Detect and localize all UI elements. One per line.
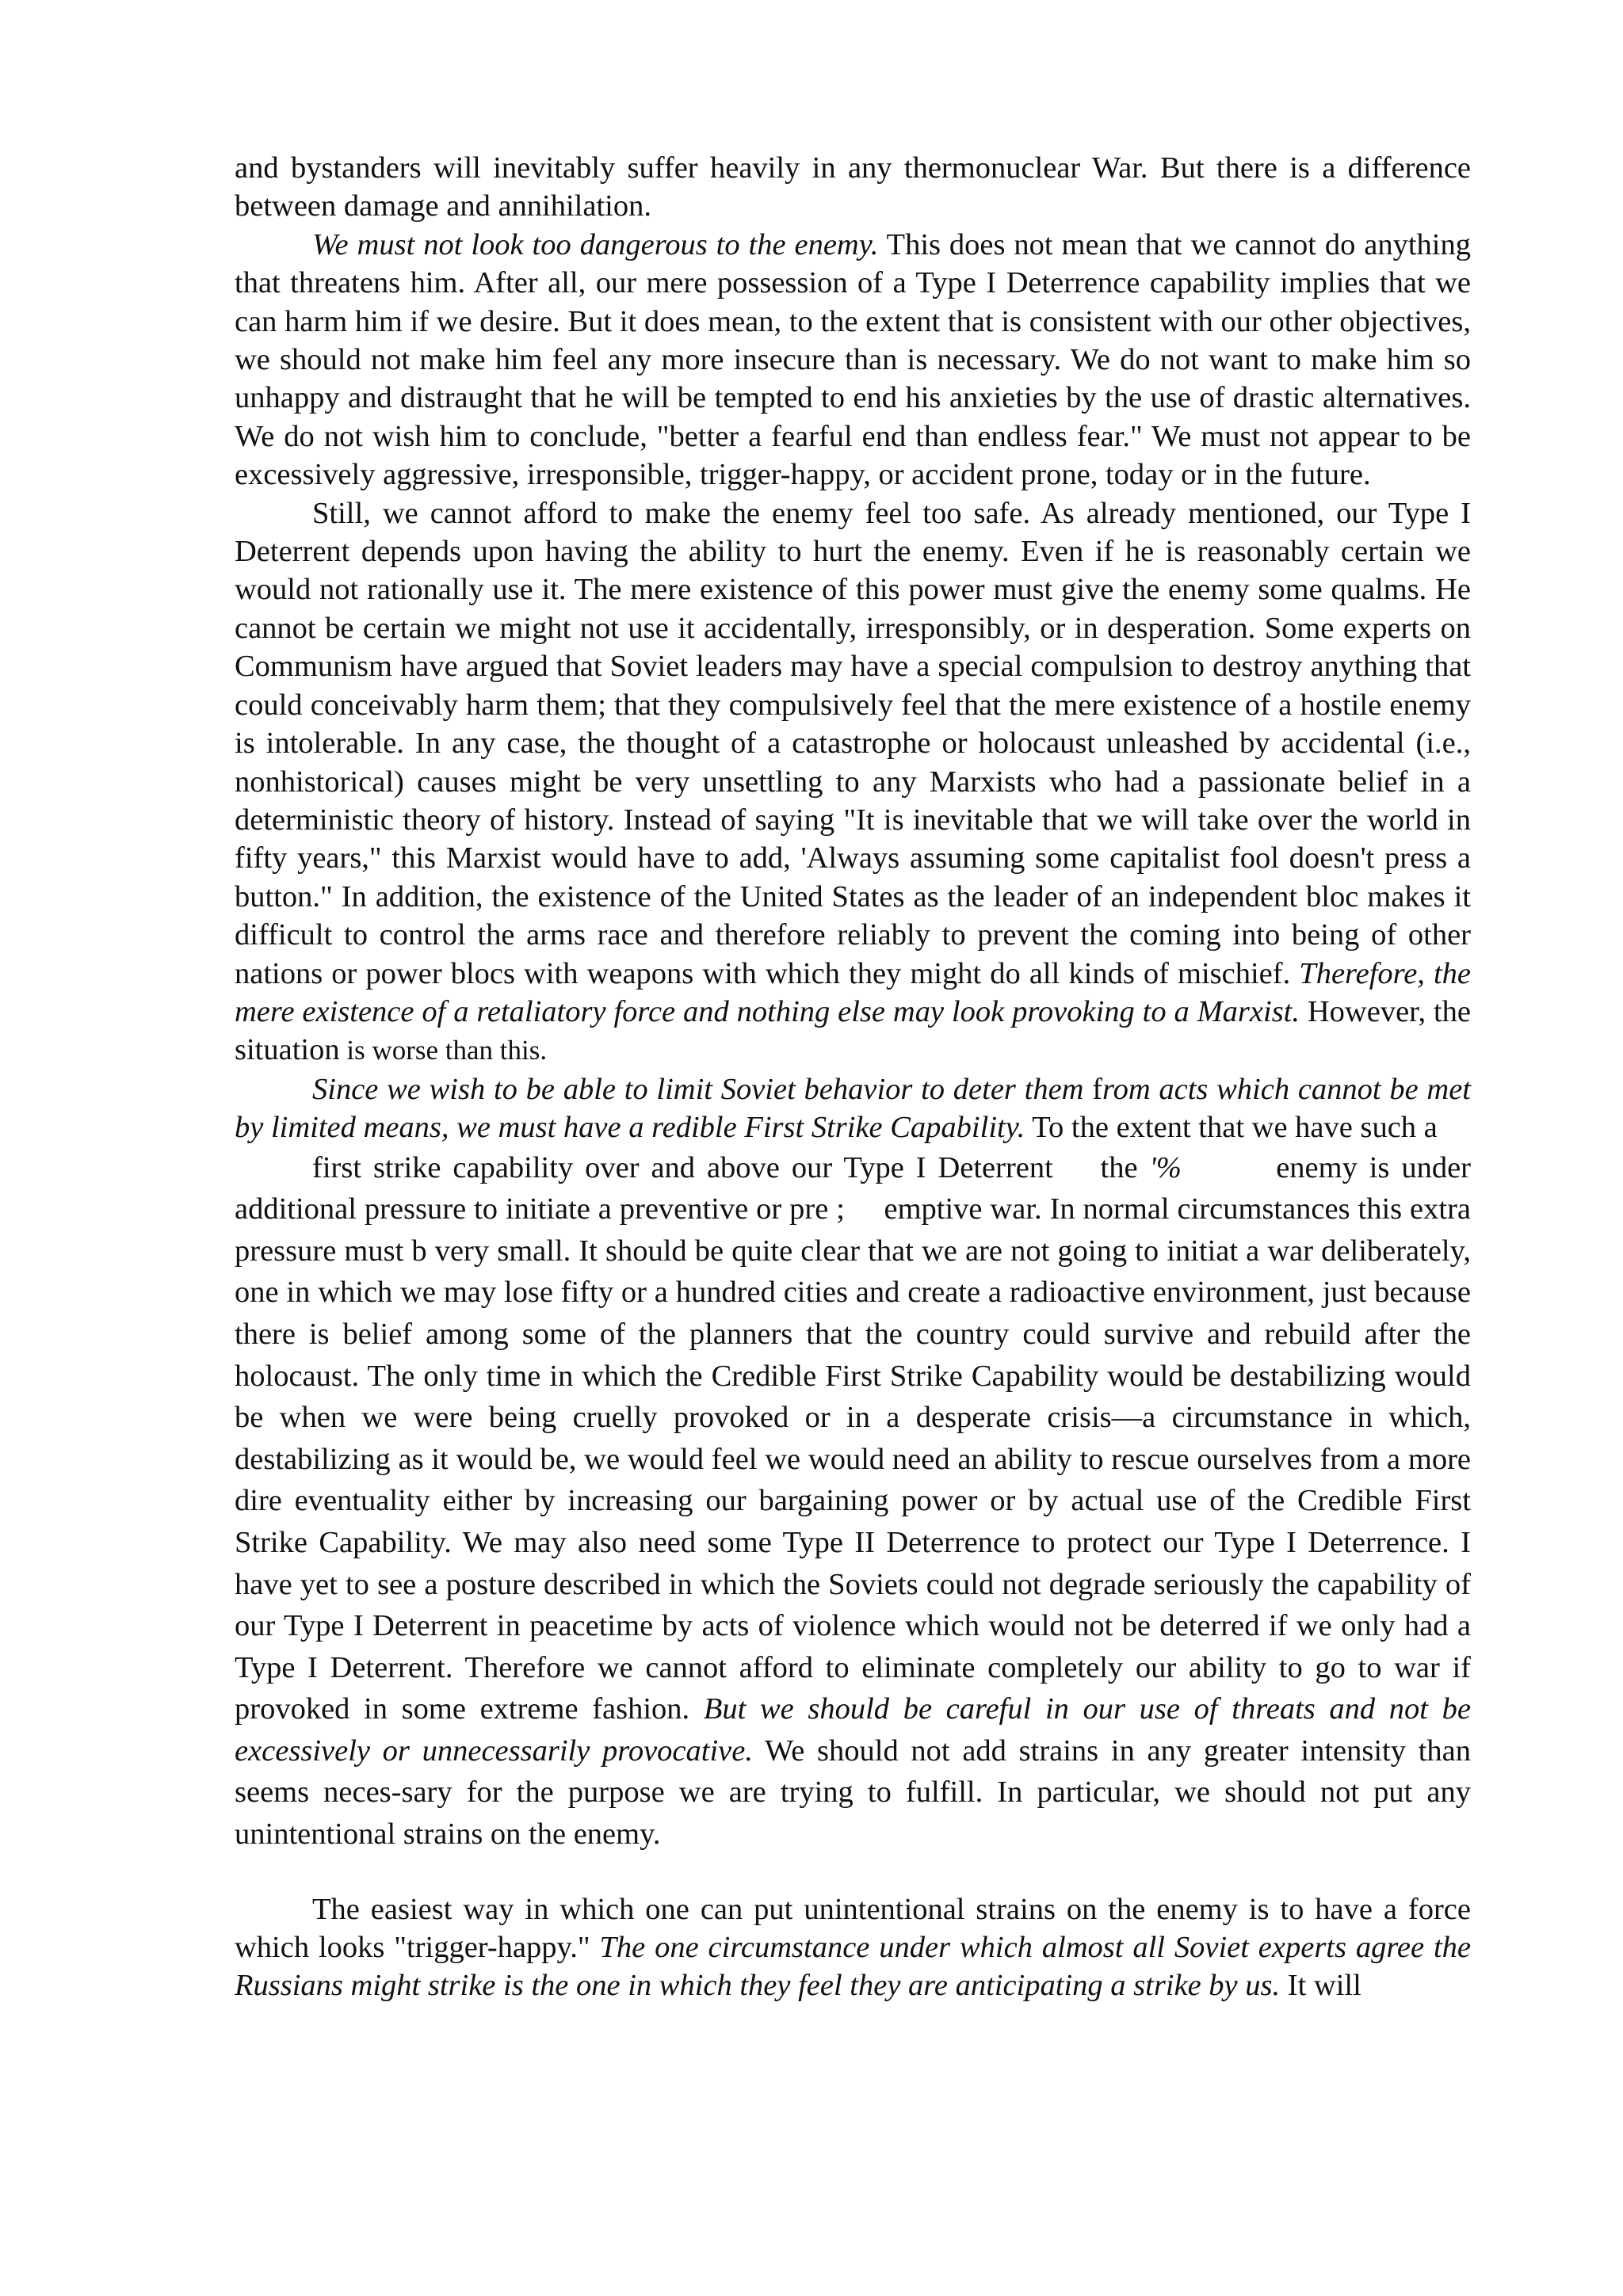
paragraph-2-text: This does not mean that we cannot do anything that threatens him. After all, our mere possession of a Type I Deterrence capability implies that we can harm him if we desire. But it does mean, to the extent that is consistent with our other objectives, we should not make him feel any more insecure than is necessary. We do not want to make him so unhappy and distraught that he will be tempted to end his anxieties by the use of drastic alternatives. We do not wish him to conclude, "better a fearful end than endless fear." We must not appear to be excessively aggressive, irresponsible, trigger-happy, or accident prone, today or in the future. <box>235 227 1471 492</box>
paragraph-3-italic: Therefore, the mere existence of a retaliatory force and nothing else may look provoking to a Marxist. <box>235 956 1472 1028</box>
paragraph-4-italic-a: Since we wish to be able to limit Soviet behavior to deter them <box>312 1072 1093 1106</box>
paragraph-2 <box>235 226 1471 494</box>
paragraph-4-plain-f: f <box>1092 1072 1103 1106</box>
paragraph-5-text-a: first strike capability over and above our Type I Deterrent the <box>312 1150 1150 1184</box>
paragraph-6-italic: The one circumstance under which almost all Soviet experts agree the Russians might strike is the one in which they feel they are anticipating a strike by us. <box>235 1931 1471 2003</box>
final-section <box>235 1890 1471 2005</box>
paragraph-gap <box>235 1855 1471 1890</box>
paragraph-4-text: To the extent that we have such a <box>1025 1111 1438 1145</box>
paragraph-4 <box>235 1070 1471 1147</box>
paragraph-3-tail-a: However, the situation <box>235 994 1471 1067</box>
paragraph-3 <box>235 494 1471 1070</box>
paragraph-1-text: and bystanders will inevitably suffer heavily in any thermonuclear War. But there is a difference between damage and annihilation. <box>235 151 1471 223</box>
paragraph-5-text-c: We should not add strains in any greater intensity than seems neces-sary for the purpose we are trying to fulfill. In particular, we should not put any unintentional strains on the enemy. <box>235 1733 1471 1852</box>
paragraph-2-italic: We must not look too dangerous to the enemy. <box>312 227 879 261</box>
lower-section <box>235 1147 1471 1855</box>
paragraph-5-italic: '% <box>1149 1150 1182 1184</box>
paragraph-5-text-b: enemy is under additional pressure to initiate a preventive or pre ; emptive war. In normal circumstances this extra pressure must b very small. It should be quite clear that we are not going to initiat a war deliberately, one in which we may lose fifty or a hundred cities and create a radioactive environment, just because there is belief among some of the planners that the country could survive and rebuild after the holocaust. The only time in which the Credible First Strike Capability would be destabilizing would be when we were being cruelly provoked or in a desperate crisis—a circumstance in which, destabilizing as it would be, we would feel we would need an ability to rescue ourselves from a more dire eventuality either by increasing our bargaining power or by actual use of the Credible First Strike Capability. We may also need some Type II Deterrence to protect our Type I Deterrence. I have yet to see a posture described in which the Soviets could not degrade seriously the capability of our Type I Deterrent in peacetime by acts of violence which would not be deterred if we only had a Type I Deterrent. Therefore we cannot afford to eliminate completely our ability to go to war if provoked in some extreme fashion. <box>235 1150 1472 1726</box>
paragraph-6 <box>235 1890 1471 2005</box>
paragraph-3-tail-b: is worse than this. <box>339 1035 548 1066</box>
document-page <box>235 149 1471 2005</box>
paragraph-5-italic-end: But we should be careful in our use of threats and not be excessively or unnecessarily provocative. <box>235 1692 1471 1768</box>
paragraph-6-text-b: It will <box>1280 1969 1361 2003</box>
paragraph-1 <box>235 149 1471 226</box>
paragraph-3-text: Still, we cannot afford to make the enemy feel too safe. As already mentioned, our Type I Deterrent depends upon having the ability to hurt the enemy. Even if he is reasonably certain we would not rationally use it. The mere existence of this power must give the enemy some qualms. He cannot be certain we might not use it accidentally, irresponsibly, or in desperation. Some experts on Communism have argued that Soviet leaders may have a special compulsion to destroy anything that could conceivably harm them; that they compulsively feel that the mere existence of a hostile enemy is intolerable. In any case, the thought of a catastrophe or holocaust unleashed by accidental (i.e., nonhistorical) causes might be very unsettling to any Marxists who had a passionate belief in a deterministic theory of history. Instead of saying "It is inevitable that we will take over the world in fifty years," this Marxist would have to add, 'Always assuming some capitalist fool doesn't press a button." In addition, the existence of the United States as the leader of an independent bloc makes it difficult to control the arms race and therefore reliably to prevent the coming into being of other nations or power blocs with weapons with which they might do all kinds of mischief. <box>235 496 1471 990</box>
paragraph-6-text-a: The easiest way in which one can put unintentional strains on the enemy is to have a force which looks "trigger-happy." <box>235 1892 1471 1965</box>
paragraph-5 <box>235 1147 1471 1855</box>
paragraph-4-italic-b: rom acts which cannot be met by limited means, we must have a redible First Strike Capability. <box>235 1072 1471 1145</box>
